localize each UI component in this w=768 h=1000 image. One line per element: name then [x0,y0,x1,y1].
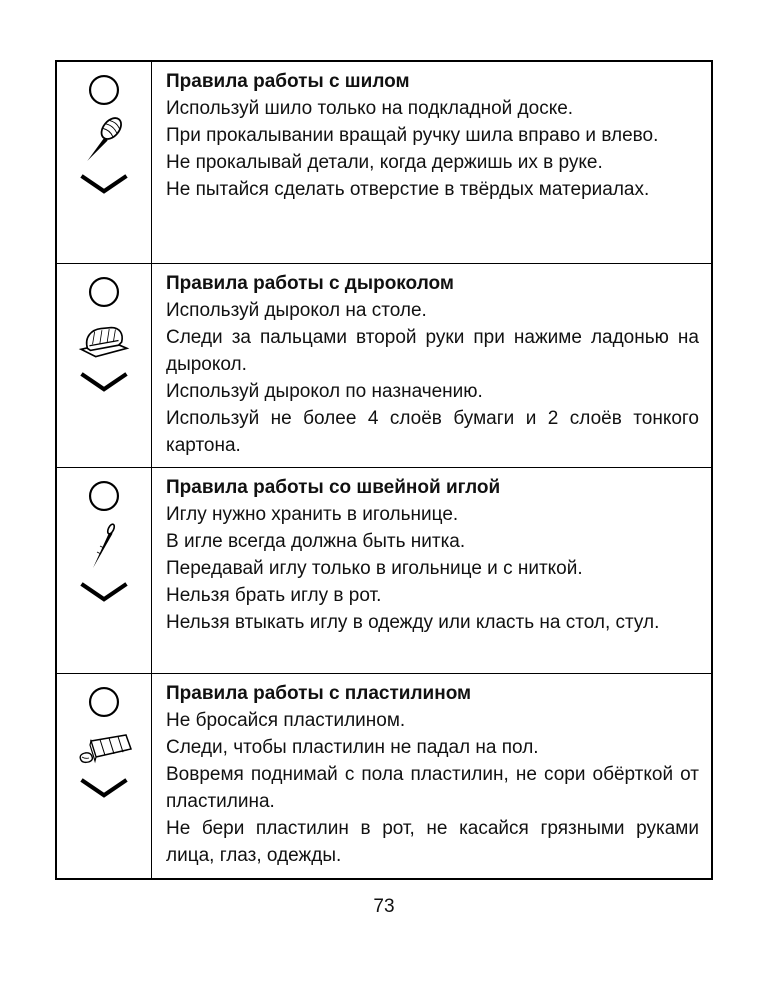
circle-icon [86,478,122,514]
circle-icon [86,72,122,108]
rule-text: При прокалывании вращай ручку шила вправо и влево. [166,125,659,146]
chevron-down-icon [77,370,131,394]
icon-cell [57,264,152,467]
rules-text-cell [152,264,711,467]
circle-icon [86,684,122,720]
chevron-down-icon [77,776,131,800]
rule-text: Передавай иглу только в игольнице и с ниткой. [166,558,583,579]
rule-text: Иглу нужно хранить в игольнице. [166,504,459,525]
page-number: 73 [373,896,395,917]
icon-cell [57,62,152,263]
awl-icon [79,115,129,165]
icon-cell [57,674,152,878]
rule-text: Вовремя поднимай с пола пластилин, не сори обёрткой от пластилина. [166,764,699,812]
chevron-down-icon [77,580,131,604]
chevron-down-icon [77,172,131,196]
rules-title: Правила работы с дыроколом [166,273,454,294]
rule-text: Нельзя втыкать иглу в одежду или класть на стол, стул. [166,612,660,633]
safety-rules-table [55,60,713,880]
rule-text: Следи за пальцами второй руки при нажиме ладонью на дырокол. [166,327,699,375]
rules-text-cell [152,62,711,263]
table-row-needle [57,468,711,674]
rules-title: Правила работы с шилом [166,71,410,92]
rule-text: Не прокалывай детали, когда держишь их в руке. [166,152,603,173]
icon-cell [57,468,152,673]
rules-title: Правила работы со швейной иглой [166,477,501,498]
rule-text: Следи, чтобы пластилин не падал на пол. [166,737,539,758]
table-row-awl [57,62,711,264]
rule-text: Используй не более 4 слоёв бумаги и 2 слоёв тонкого картона. [166,408,699,456]
circle-icon [86,274,122,310]
rule-text: Нельзя брать иглу в рот. [166,585,382,606]
rule-text: Не бери пластилин в рот, не касайся грязными руками лица, глаз, одежды. [166,818,699,866]
rule-text: Используй шило только на подкладной доске. [166,98,574,119]
rule-text: Не бросайся пластилином. [166,710,406,731]
sewing-needle-icon [80,521,128,573]
rule-text: Используй дырокол по назначению. [166,381,483,402]
rule-text: Используй дырокол на столе. [166,300,427,321]
rules-text-cell [152,468,711,673]
rule-text: В игле всегда должна быть нитка. [166,531,466,552]
table-row-plasticine [57,674,711,878]
hole-punch-icon [77,317,131,363]
rules-title: Правила работы с пластилином [166,683,472,704]
rules-text-cell [152,674,711,878]
rule-text: Не пытайся сделать отверстие в твёрдых материалах. [166,179,650,200]
plasticine-icon [76,727,132,769]
table-row-hole-punch [57,264,711,468]
